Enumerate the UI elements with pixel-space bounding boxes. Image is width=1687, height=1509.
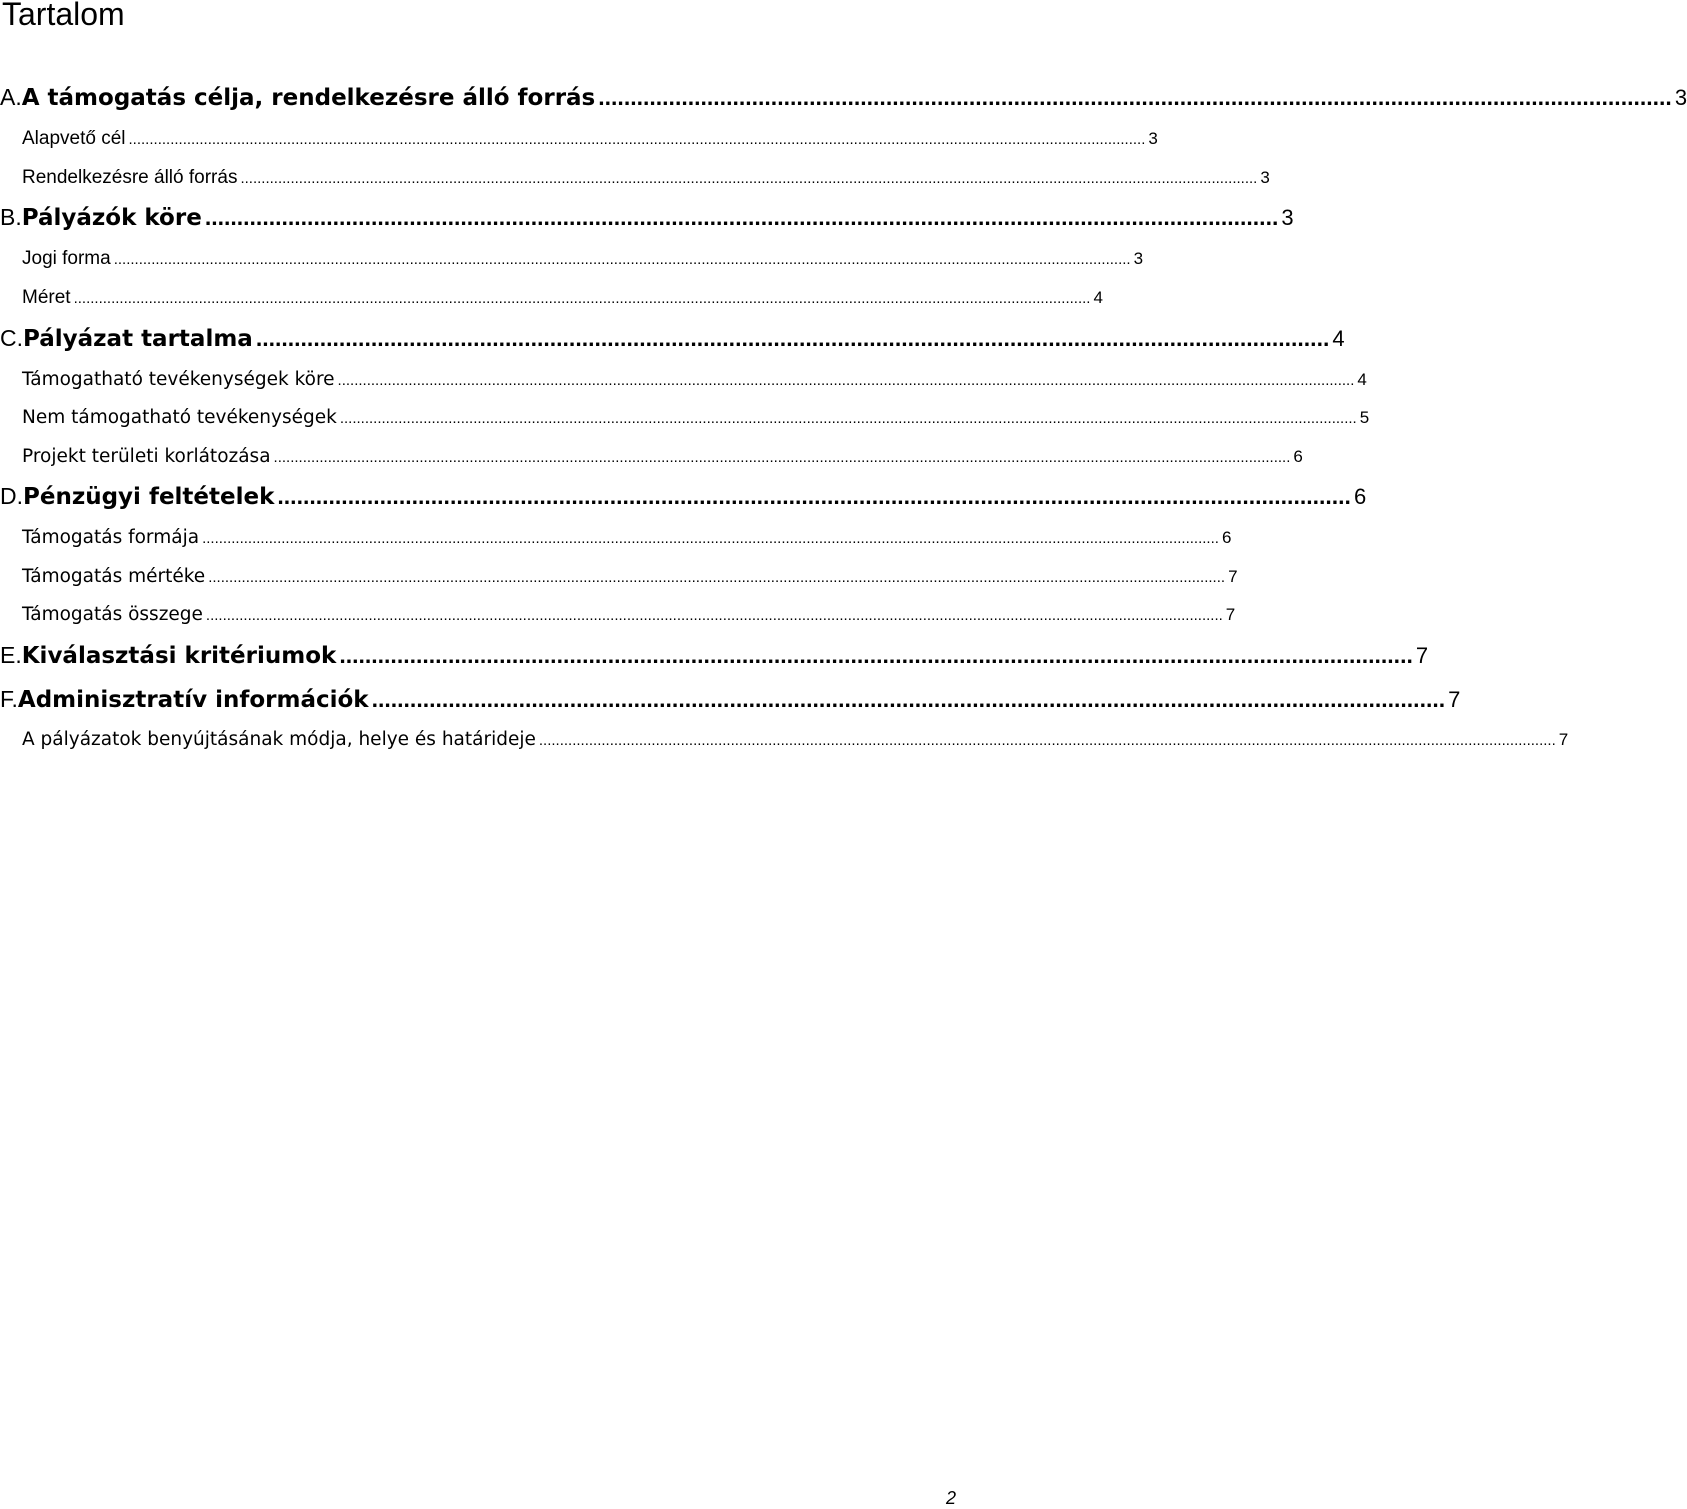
toc-leader-dots: ........................................................................................................................................................................	[371, 686, 1446, 712]
toc-entry-page: 5	[1359, 408, 1370, 427]
toc-entry-page: 4	[1357, 370, 1367, 389]
toc-entry-label: Alapvető cél	[22, 128, 126, 149]
toc-entry-page: 7	[1225, 605, 1236, 624]
toc-entry-label: Támogatás formája	[22, 527, 200, 548]
toc-entry-label: Projekt területi korlátozása	[22, 446, 271, 467]
toc-entry-label: Jogi forma	[22, 248, 111, 269]
page-number: 2	[945, 1488, 956, 1508]
toc-leader-dots: ....................................................................................................................................................................................................................................................	[205, 607, 1223, 624]
toc-entry-page: 7	[1415, 643, 1429, 668]
toc-entry-number: E.	[0, 642, 22, 668]
toc-entry-label: Rendelkezésre álló forrás	[22, 167, 238, 188]
toc-entry-page: 3	[1674, 85, 1687, 110]
toc-entry-label: Adminisztratív információk	[17, 687, 369, 713]
toc-leader-dots: ........................................................................................................................................................................	[598, 84, 1672, 110]
toc-entry-label: Támogatható tevékenységek köre	[22, 369, 335, 390]
toc-entry-number: F.	[0, 686, 18, 712]
toc-entry-page: 3	[1281, 205, 1294, 230]
toc-entry-label: Kiválasztási kritériumok	[21, 643, 337, 669]
toc-entry-tamogatas-formaja[interactable]	[0, 527, 1232, 548]
toc-entry-label: A támogatás célja, rendelkezésre álló forrás	[21, 85, 596, 111]
toc-leader-dots: ........................................................................................................................................................................	[277, 483, 1351, 509]
toc-leader-dots: ....................................................................................................................................................................................................................................................	[113, 251, 1131, 268]
toc-entry-nem-tamogathato[interactable]	[0, 407, 1370, 428]
toc-leader-dots: ....................................................................................................................................................................................................................................................	[240, 170, 1258, 187]
toc-leader-dots: ........................................................................................................................................................................	[204, 204, 1279, 230]
toc-entry-meret[interactable]	[0, 287, 1103, 309]
toc-entry-number: A.	[0, 84, 22, 110]
toc-entry-tamogatas-osszege[interactable]	[0, 604, 1236, 625]
page-title: Tartalom	[2, 0, 125, 32]
toc-entry-page: 6	[1221, 528, 1232, 547]
toc-entry-jogi-forma[interactable]	[0, 248, 1144, 270]
toc-entry-palyazatok-benyujtasa[interactable]	[0, 729, 1569, 750]
toc-entry-page: 3	[1133, 249, 1144, 268]
toc-leader-dots: ....................................................................................................................................................................................................................................................	[538, 732, 1556, 749]
toc-leader-dots: ....................................................................................................................................................................................................................................................	[202, 530, 1219, 547]
toc-entry-b[interactable]	[0, 204, 1294, 231]
toc-entry-tamogathato-tevekenysegek[interactable]	[0, 369, 1367, 390]
toc-entry-rendelkezesre-allo-forras[interactable]	[0, 167, 1270, 189]
toc-entry-label: Nem támogatható tevékenységek	[22, 407, 337, 428]
toc-leader-dots: ........................................................................................................................................................................	[255, 325, 1330, 351]
toc-entry-projekt-teruleti[interactable]	[0, 446, 1303, 467]
toc-entry-a[interactable]	[0, 84, 1687, 111]
toc-entry-alapveto-cel[interactable]	[0, 128, 1158, 150]
toc-entry-f[interactable]	[0, 686, 1461, 713]
toc-entry-page: 6	[1293, 447, 1303, 466]
toc-entry-label: Méret	[22, 287, 71, 308]
toc-entry-tamogatas-merteke[interactable]	[0, 566, 1238, 587]
toc-entry-label: Támogatás mértéke	[22, 566, 206, 587]
toc-entry-page: 4	[1332, 326, 1345, 351]
toc-leader-dots: ........................................................................................................................................................................	[339, 642, 1413, 668]
toc-entry-c[interactable]	[0, 325, 1345, 352]
toc-leader-dots: ....................................................................................................................................................................................................................................................	[339, 410, 1357, 427]
toc-leader-dots: ....................................................................................................................................................................................................................................................	[208, 569, 1226, 586]
toc-entry-page: 7	[1228, 567, 1238, 586]
toc-entry-label: Pénzügyi feltételek	[23, 484, 275, 510]
toc-entry-d[interactable]	[0, 483, 1367, 510]
toc-leader-dots: ....................................................................................................................................................................................................................................................	[273, 449, 1291, 466]
toc-leader-dots: ....................................................................................................................................................................................................................................................	[128, 131, 1146, 148]
toc-entry-number: C.	[0, 325, 23, 351]
toc-entry-page: 3	[1260, 168, 1270, 187]
toc-entry-page: 3	[1148, 129, 1158, 148]
toc-entry-page: 7	[1558, 730, 1569, 749]
toc-entry-label: Támogatás összege	[22, 604, 203, 625]
toc-entry-page: 6	[1353, 484, 1367, 509]
toc-entry-number: D.	[0, 483, 23, 509]
toc-leader-dots: ....................................................................................................................................................................................................................................................	[337, 372, 1355, 389]
toc-entry-number: B.	[0, 204, 22, 230]
toc-entry-page: 4	[1093, 288, 1103, 307]
toc-entry-page: 7	[1448, 687, 1461, 712]
toc-entry-label: Pályázók köre	[21, 205, 202, 231]
toc-entry-e[interactable]	[0, 642, 1429, 669]
toc-entry-label: A pályázatok benyújtásának módja, helye és határideje	[22, 729, 536, 750]
toc-leader-dots: ....................................................................................................................................................................................................................................................	[73, 290, 1091, 307]
toc-entry-label: Pályázat tartalma	[23, 326, 253, 352]
